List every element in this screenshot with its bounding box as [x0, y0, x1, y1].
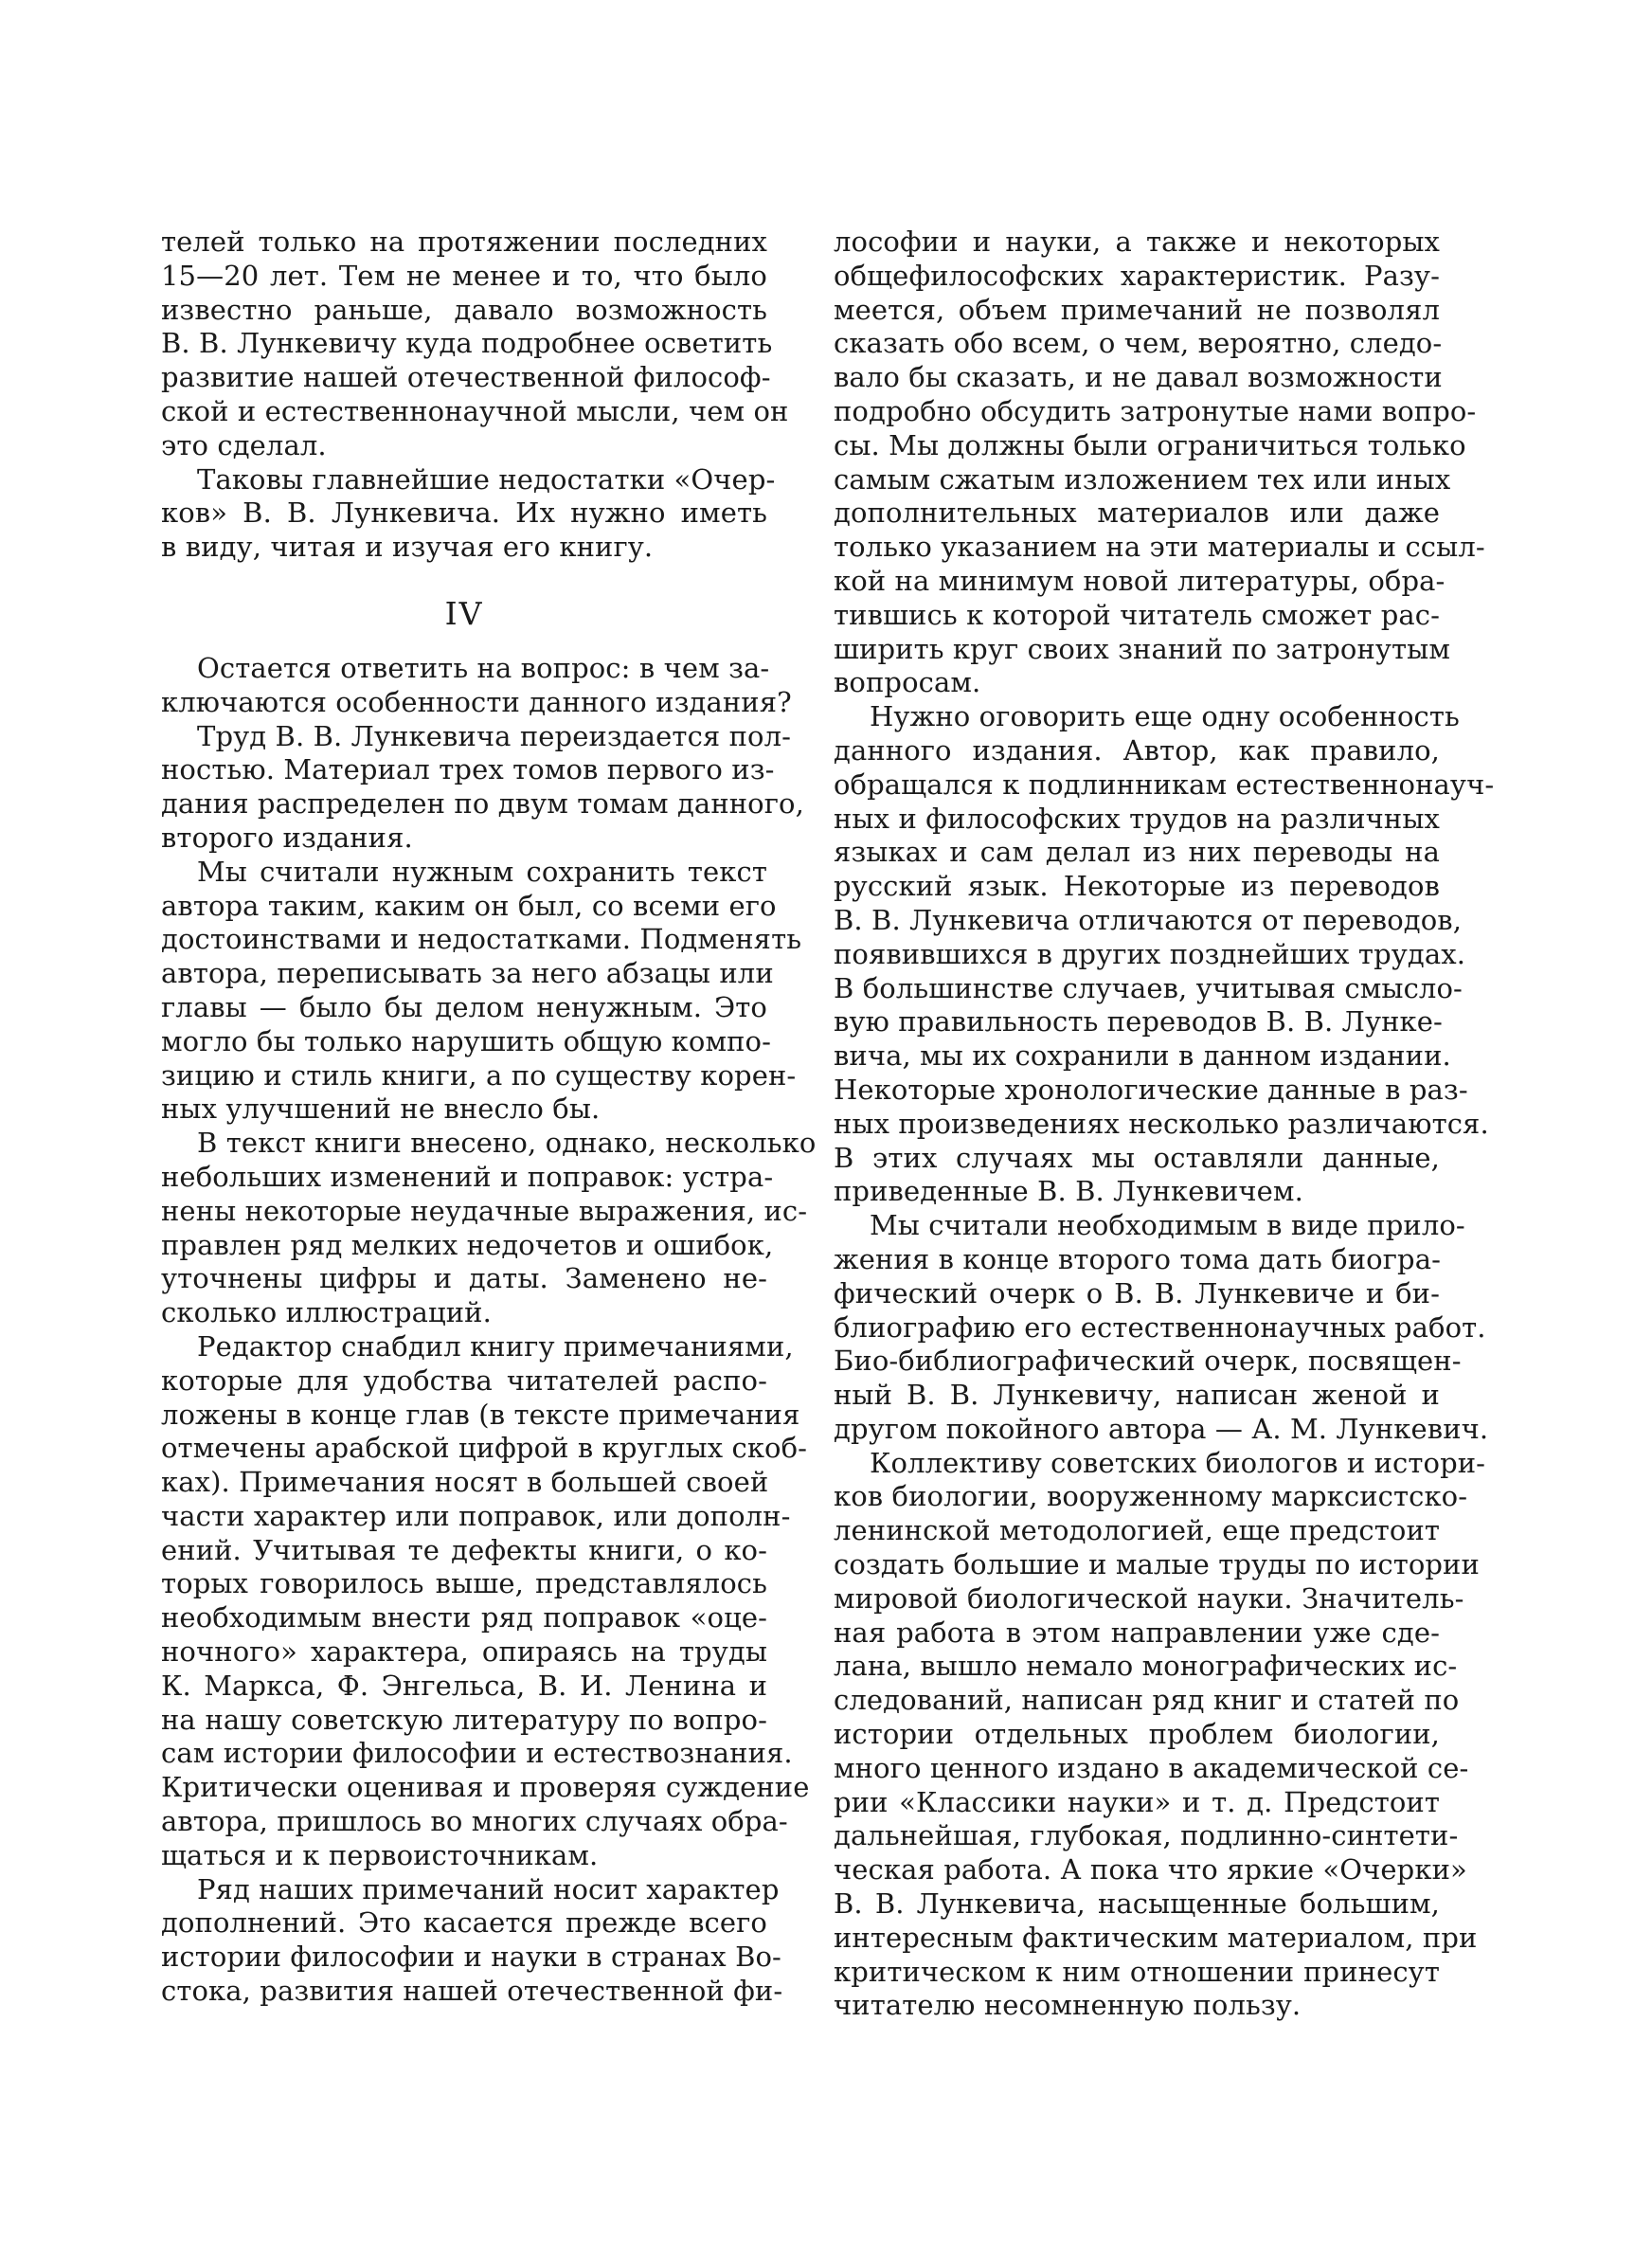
text-line: данного издания. Автор, как правило, — [834, 733, 1440, 767]
text-line: Некоторые хронологические данные в раз- — [834, 1073, 1468, 1106]
text-line: самым сжатым изложением тех или иных — [834, 462, 1451, 496]
text-line: интересным фактическим материалом, при — [834, 1921, 1478, 1954]
paragraph-first-line: Ряд наших примечаний носит характер — [197, 1872, 780, 1905]
text-line: лософии и науки, а также и некоторых — [834, 226, 1440, 258]
text-line: ных и философских трудов на различных — [834, 802, 1440, 835]
left-text-column — [161, 226, 817, 2009]
text-line: тившись к которой читатель сможет рас- — [834, 598, 1440, 631]
text-line: ных улучшений не внесло бы. — [161, 1092, 601, 1126]
text-line: ках). Примечания носят в большей своей — [161, 1466, 769, 1499]
text-line: обращался к подлинникам естественнонауч- — [834, 767, 1495, 801]
text-line: главы — было бы делом ненужным. Это — [161, 990, 767, 1023]
text-line: ключаются особенности данного издания? — [161, 685, 792, 718]
text-line: необходимым внести ряд поправок «оце- — [161, 1601, 767, 1634]
text-line: вича, мы их сохранили в данном издании. — [834, 1039, 1451, 1073]
text-line: блиографию его естественнонаучных работ. — [834, 1310, 1486, 1344]
text-line: вую правильность переводов В. В. Лунке- — [834, 1005, 1443, 1038]
text-line: Критически оценивая и проверяя суждение — [161, 1771, 810, 1804]
text-line: щаться и к первоисточникам. — [161, 1838, 599, 1871]
text-line: К. Маркса, Ф. Энгельса, В. И. Ленина и — [161, 1669, 767, 1702]
text-line: сказать обо всем, о чем, вероятно, следо- — [834, 327, 1443, 360]
text-line: телей только на протяжении последних — [161, 226, 767, 258]
text-line: только указанием на эти материалы и ссыл- — [834, 531, 1485, 564]
text-line: ленинской методологией, еще предстоит — [834, 1514, 1441, 1547]
text-line: подробно обсудить затронутые нами вопро- — [834, 394, 1477, 427]
section-heading: IV — [444, 594, 484, 632]
text-line: дальнейшая, глубокая, подлинно-синтети- — [834, 1819, 1459, 1852]
text-line: ностью. Материал трех томов первого из- — [161, 753, 775, 786]
text-line: части характер или поправок, или дополн- — [161, 1499, 791, 1532]
text-line: приведенные В. В. Лункевичем. — [834, 1175, 1303, 1208]
text-line: правлен ряд мелких недочетов и ошибок, — [161, 1228, 774, 1261]
text-line: автора, пришлось во многих случаях обра- — [161, 1805, 788, 1838]
text-line: вопросам. — [834, 666, 981, 699]
text-line: развитие нашей отечественной философ- — [161, 361, 771, 394]
text-line: автора таким, каким он был, со всеми его — [161, 889, 777, 922]
text-line: кой на минимум новой литературы, обра- — [834, 564, 1446, 597]
text-line: дополнительных материалов или даже — [834, 497, 1440, 530]
text-line: ширить круг своих знаний по затронутым — [834, 632, 1451, 665]
text-line: ложены в конце глав (в тексте примечания — [161, 1398, 800, 1431]
text-line: дания распределен по двум томам данного, — [161, 787, 804, 821]
text-line: это сделал. — [161, 428, 327, 461]
paragraph-first-line: Нужно оговорить еще одну особенность — [870, 700, 1460, 733]
text-line: В большинстве случаев, учитывая смысло- — [834, 971, 1463, 1004]
text-line: небольших изменений и поправок: устра- — [161, 1160, 774, 1193]
paragraph-first-line: Редактор снабдил книгу примечаниями, — [197, 1329, 794, 1363]
text-line: читателю несомненную пользу. — [834, 1989, 1302, 2022]
text-line: истории философии и науки в странах Во- — [161, 1941, 781, 1974]
text-line: торых говорилось выше, представлялось — [161, 1567, 767, 1600]
text-line: мировой биологической науки. Значитель- — [834, 1581, 1464, 1615]
text-line: жения в конце второго тома дать биогра- — [834, 1242, 1441, 1275]
text-line: автора, переписывать за него абзацы или — [161, 957, 774, 990]
paragraph-first-line: В текст книги внесено, однако, несколько — [197, 1127, 817, 1160]
text-line: В. В. Лункевичу куда подробнее осветить — [161, 327, 773, 360]
text-line: В. В. Лункевича, насыщенные большим, — [834, 1887, 1440, 1921]
text-line: в виду, читая и изучая его книгу. — [161, 531, 654, 564]
text-line: ений. Учитывая те дефекты книги, о ко- — [161, 1533, 767, 1566]
text-line: критическом к ним отношении принесут — [834, 1955, 1440, 1988]
text-line: появившихся в других позднейших трудах. — [834, 937, 1466, 970]
text-line: ночного» характера, опираясь на труды — [161, 1635, 767, 1669]
paragraph-first-line: Мы считали необходимым в виде прило- — [870, 1209, 1465, 1242]
text-line: русский язык. Некоторые из переводов — [834, 870, 1440, 903]
right-text-column — [834, 226, 1495, 2023]
paragraph-first-line: Труд В. В. Лункевича переиздается пол- — [197, 719, 792, 752]
paragraph-first-line: Коллективу советских биологов и истори- — [870, 1446, 1486, 1479]
paragraph-first-line: Остается ответить на вопрос: в чем за- — [197, 651, 770, 684]
text-line: лана, вышло немало монографических ис- — [834, 1650, 1458, 1683]
text-line: В. В. Лункевича отличаются от переводов, — [834, 903, 1463, 936]
text-line: общефилософских характеристик. Разу- — [834, 259, 1440, 292]
text-line: сам истории философии и естествознания. — [161, 1737, 793, 1770]
text-line: языках и сам делал из них переводы на — [834, 836, 1440, 869]
text-line: уточнены цифры и даты. Заменено не- — [161, 1262, 767, 1295]
text-line: создать большие и малые труды по истории — [834, 1548, 1480, 1581]
text-line: зицию и стиль книги, а по существу корен- — [161, 1058, 797, 1092]
text-line: достоинствами и недостатками. Подменять — [161, 923, 802, 956]
text-line: ской и естественнонаучной мысли, чем он — [161, 394, 789, 427]
text-line: вало бы сказать, и не давал возможности — [834, 361, 1443, 394]
text-line: 15—20 лет. Тем не менее и то, что было — [161, 259, 767, 292]
text-line: другом покойного автора — А. М. Лункевич. — [834, 1412, 1489, 1445]
text-line: ный В. В. Лункевичу, написан женой и — [834, 1379, 1440, 1412]
paragraph-first-line: Мы считали нужным сохранить текст — [197, 855, 767, 888]
text-line: могло бы только нарушить общую компо- — [161, 1024, 772, 1057]
paragraph-first-line: Таковы главнейшие недостатки «Очер- — [197, 462, 776, 496]
text-line: много ценного издано в академической се- — [834, 1751, 1469, 1784]
text-line: второго издания. — [161, 821, 413, 854]
text-line: Био-библиографический очерк, посвящен- — [834, 1345, 1462, 1378]
text-line: рии «Классики науки» и т. д. Предстоит — [834, 1785, 1440, 1818]
text-line: ческая работа. А пока что яркие «Очерки» — [834, 1853, 1467, 1887]
text-line: ная работа в этом направлении уже сде- — [834, 1616, 1440, 1649]
text-line: следований, написан ряд книг и статей по — [834, 1684, 1460, 1717]
text-line: нены некоторые неудачные выражения, ис- — [161, 1194, 808, 1227]
text-line: ков биологии, вооруженному марксистско- — [834, 1480, 1468, 1513]
text-line: ных произведениях несколько различаются. — [834, 1107, 1489, 1140]
text-line: на нашу советскую литературу по вопро- — [161, 1703, 767, 1736]
text-line: стока, развития нашей отечественной фи- — [161, 1975, 783, 2008]
text-line: истории отдельных проблем биологии, — [834, 1718, 1440, 1751]
text-line: В этих случаях мы оставляли данные, — [834, 1141, 1440, 1174]
text-line: сколько иллюстраций. — [161, 1296, 492, 1329]
text-line: известно раньше, давало возможность — [161, 293, 767, 326]
text-line: фический очерк о В. В. Лункевиче и би- — [834, 1276, 1440, 1309]
text-line: дополнений. Это касается прежде всего — [161, 1906, 767, 1940]
text-line: меется, объем примечаний не позволял — [834, 293, 1440, 326]
text-line: которые для удобства читателей распо- — [161, 1363, 767, 1397]
text-line: ков» В. В. Лункевича. Их нужно иметь — [161, 497, 767, 530]
text-line: сы. Мы должны были ограничиться только — [834, 428, 1466, 461]
text-line: отмечены арабской цифрой в круглых скоб- — [161, 1432, 808, 1465]
